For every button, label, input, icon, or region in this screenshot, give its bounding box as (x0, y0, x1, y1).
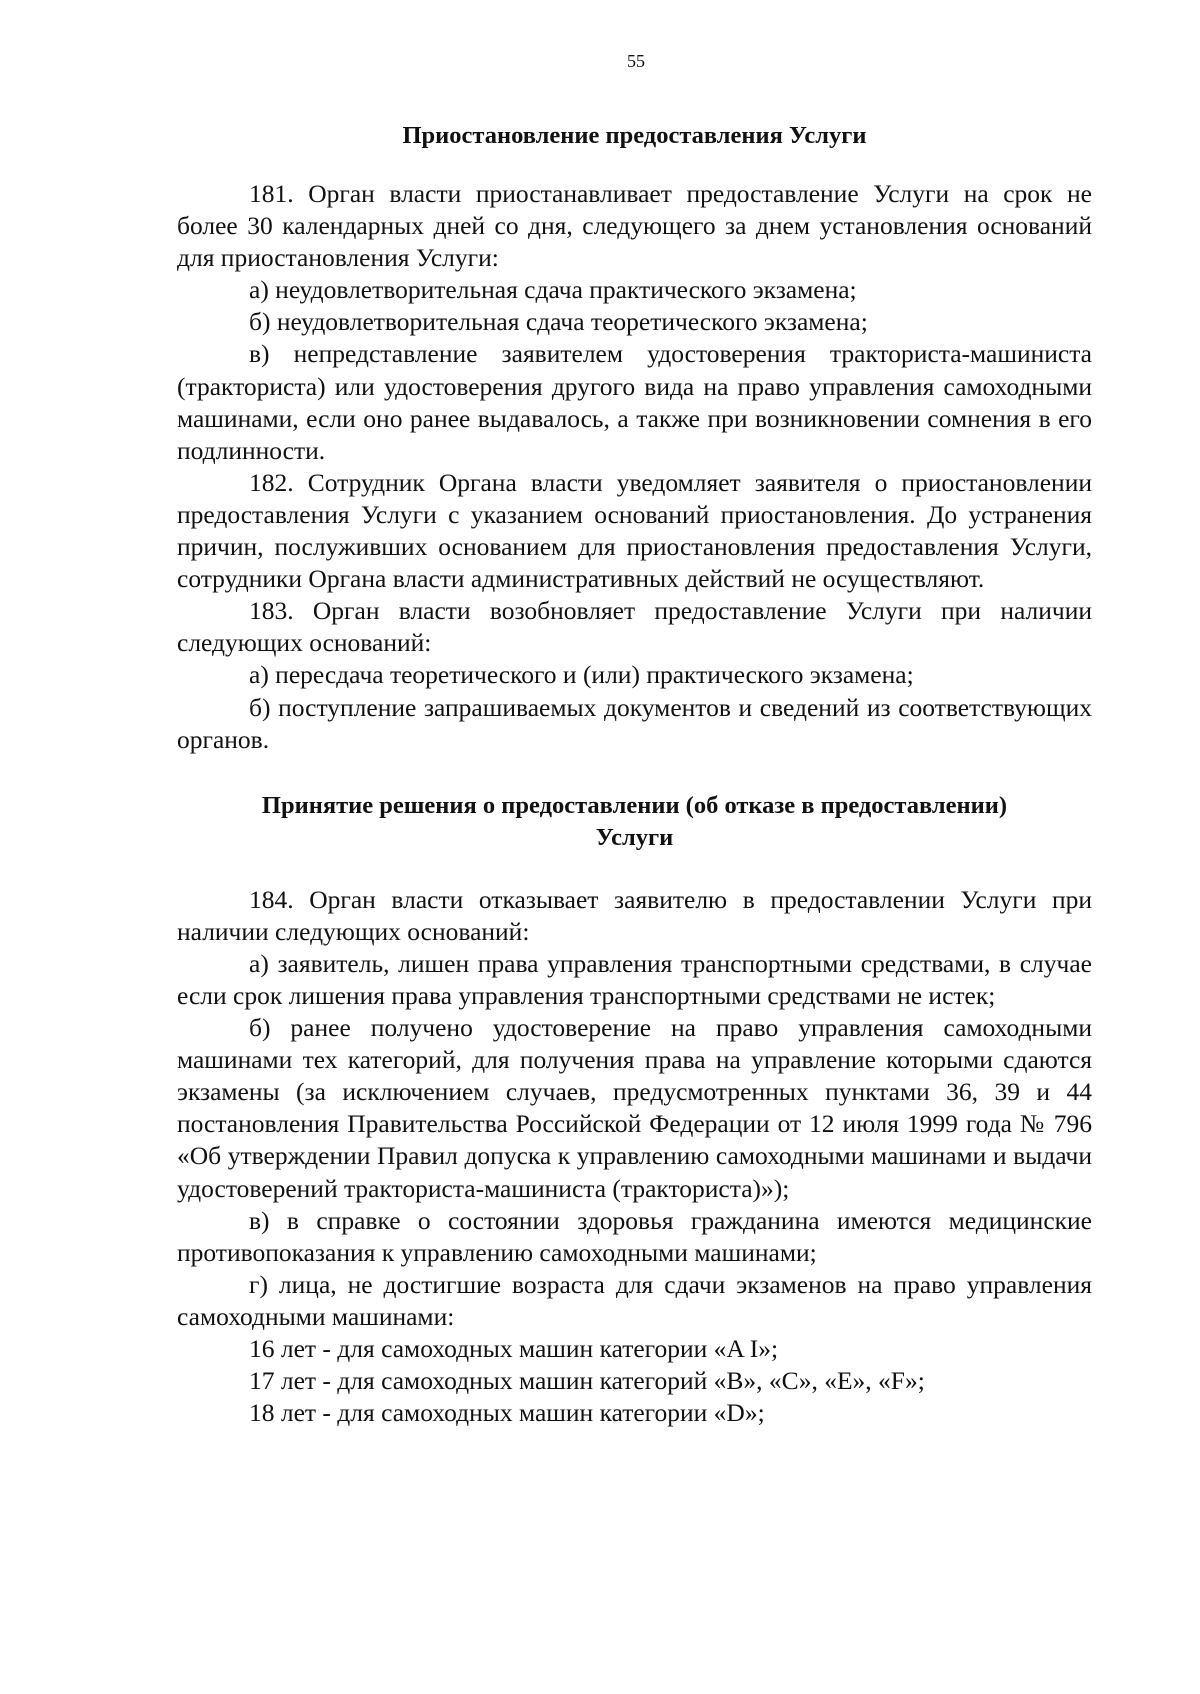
list-item-181v: в) непредставление заявителем удостоверения тракториста-машиниста (тракториста) или удостоверения другого вида на право управления самоходными машинами, если оно ранее выдавалось, а также при возникновении сомнения в его подлинности. (177, 339, 1092, 465)
document-body (177, 120, 1092, 1429)
age-line-18: 18 лет - для самоходных машин категории «D»; (249, 1398, 765, 1428)
section-title-suspension: Приостановление предоставления Услуги (402, 122, 867, 149)
list-item-181a: а) неудовлетворительная сдача практического экзамена; (249, 275, 857, 305)
paragraph-184: 184. Орган власти отказывает заявителю в предоставлении Услуги при наличии следующих оснований: (177, 884, 1092, 946)
section-title-decision (177, 790, 1092, 854)
list-item-183b: б) поступление запрашиваемых документов и сведений из соответствующих органов. (177, 692, 1092, 754)
page-number: 55 (627, 51, 645, 71)
list-item-183a: а) пересдача теоретического и (или) практического экзамена; (249, 660, 914, 690)
paragraph-181: 181. Орган власти приостанавливает предоставление Услуги на срок не более 30 календарных дней со дня, следующего за днем установления оснований для приостановления Услуги: (177, 179, 1092, 273)
age-line-17: 17 лет - для самоходных машин категорий «B», «C», «E», «F»; (249, 1366, 925, 1396)
list-item-184v: в) в справке о состоянии здоровья гражданина имеются медицинские противопоказания к управлению самоходными машинами; (177, 1205, 1092, 1267)
list-item-184a: а) заявитель, лишен права управления транспортными средствами, в случае если срок лишения права управления транспортными средствами не истек; (177, 948, 1092, 1010)
paragraph-182: 182. Сотрудник Органа власти уведомляет заявителя о приостановлении предоставления Услуги с указанием оснований приостановления. До устранения причин, послуживших основанием для приостановления предоставления Услуги, сотрудники Органа власти административных действий не осуществляют. (177, 467, 1092, 594)
section-title-decision-line2: Услуги (595, 823, 674, 851)
list-item-181b: б) неудовлетворительная сдача теоретического экзамена; (249, 307, 868, 337)
list-item-184b: б) ранее получено удостоверение на право управления самоходными машинами тех категорий, для получения права на управление которыми сдаются экзамены (за исключением случаев, предусмотренных пунктами 36, 39 и 44 постановления Правительства Российской Федерации от 12 июля 1999 года № 796 «Об утверждении Правил допуска к управлению самоходными машинами и выдачи удостоверений тракториста-машиниста (тракториста)»); (177, 1013, 1092, 1203)
list-item-184g: г) лица, не достигшие возраста для сдачи экзаменов на право управления самоходными машинами: (177, 1269, 1092, 1331)
age-line-16: 16 лет - для самоходных машин категории «A I»; (249, 1334, 779, 1363)
paragraph-183: 183. Орган власти возобновляет предоставление Услуги при наличии следующих оснований: (177, 596, 1092, 658)
section-title-decision-line1: Принятие решения о предоставлении (об отказе в предоставлении) (261, 791, 1008, 819)
